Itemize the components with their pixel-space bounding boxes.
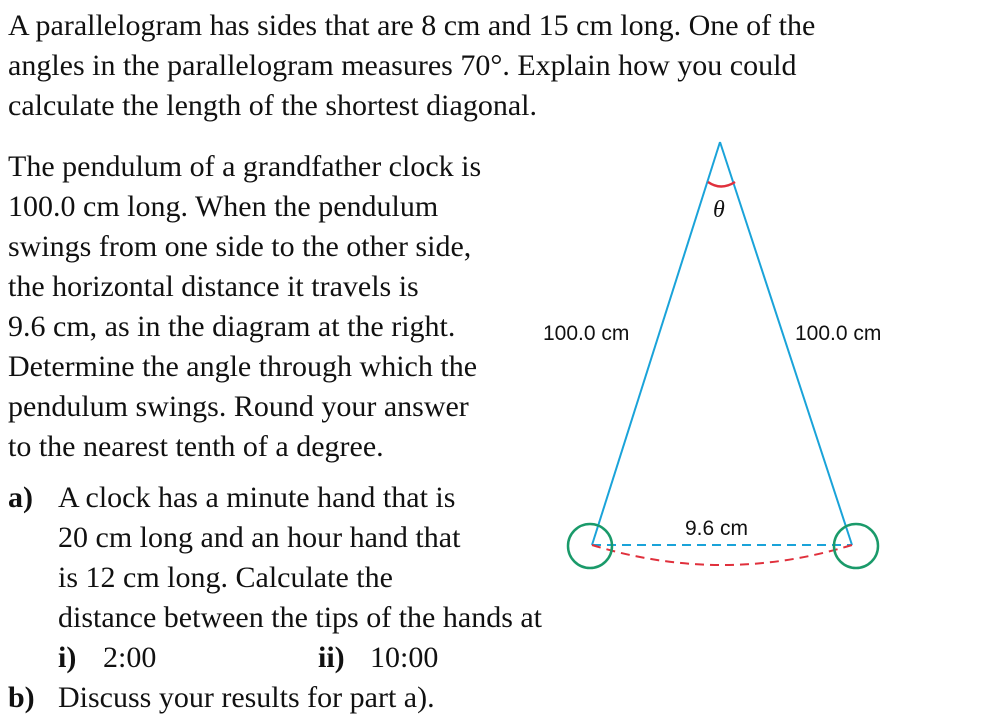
angle-arc xyxy=(708,182,735,187)
part-a-line: 20 cm long and an hour hand that xyxy=(58,521,461,554)
question-line: A parallelogram has sides that are 8 cm and 15 cm long. One of the xyxy=(8,9,816,42)
question-line: 9.6 cm, as in the diagram at the right. xyxy=(8,310,456,343)
right-length-label: 100.0 cm xyxy=(795,322,882,345)
part-a-line: A clock has a minute hand that is xyxy=(58,481,456,514)
part-a-line: distance between the tips of the hands at xyxy=(58,601,543,634)
part-b-text: Discuss your results for part a). xyxy=(58,681,435,714)
sub-ii-label: ii) xyxy=(318,641,345,674)
sub-ii-text: 10:00 xyxy=(370,641,439,674)
question-line: calculate the length of the shortest diagonal. xyxy=(8,89,537,122)
sub-i-text: 2:00 xyxy=(103,641,157,674)
question-line: The pendulum of a grandfather clock is xyxy=(8,150,482,183)
swing-arc xyxy=(592,545,852,565)
question-line: to the nearest tenth of a degree. xyxy=(8,430,384,463)
left-length-label: 100.0 cm xyxy=(543,322,630,345)
part-a-label: a) xyxy=(8,481,33,514)
question-line: angles in the parallelogram measures 70°. Explain how you could xyxy=(8,49,797,82)
bob-circle-left xyxy=(568,524,612,568)
question-line: the horizontal distance it travels is xyxy=(8,270,419,303)
question-line: pendulum swings. Round your answer xyxy=(8,390,469,423)
angle-theta-label: θ xyxy=(713,197,725,223)
question-line: Determine the angle through which the xyxy=(8,350,478,383)
horizontal-distance-label: 9.6 cm xyxy=(685,517,749,540)
part-b-label: b) xyxy=(8,681,35,714)
sub-i-label: i) xyxy=(58,641,77,674)
part-a-line: is 12 cm long. Calculate the xyxy=(58,561,393,594)
question-line: 100.0 cm long. When the pendulum xyxy=(8,190,439,223)
question-line: swings from one side to the other side, xyxy=(8,230,472,263)
